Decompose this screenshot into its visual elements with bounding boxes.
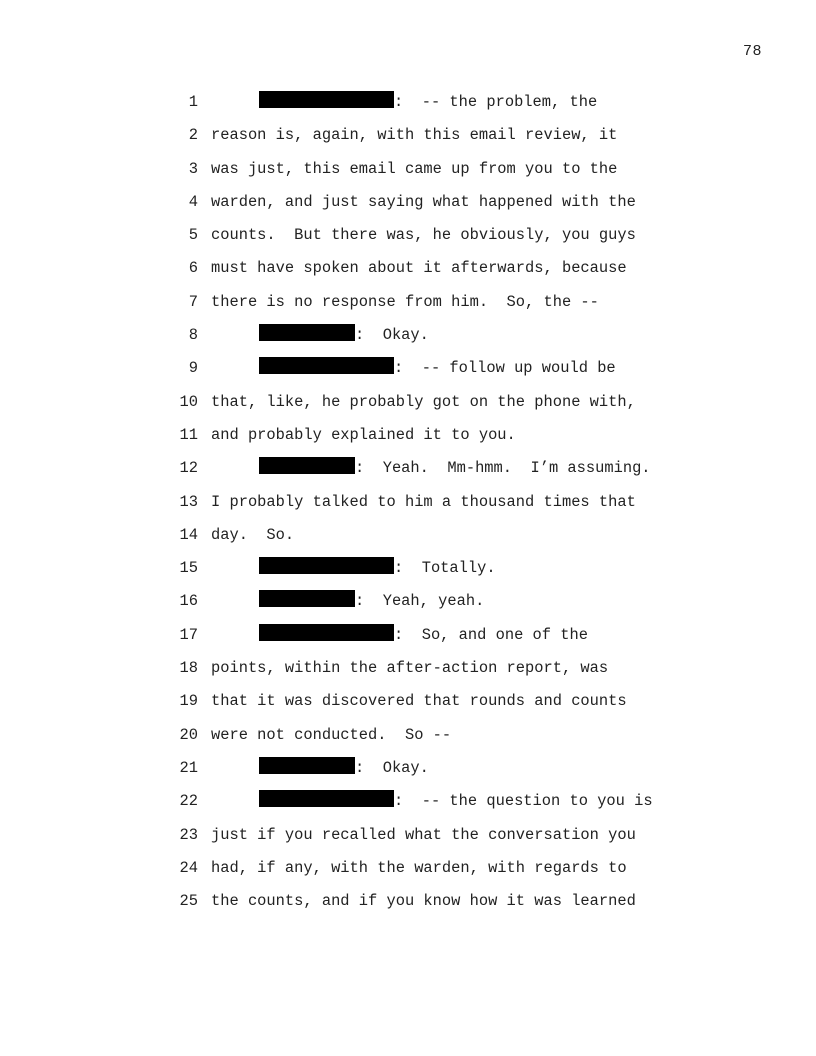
line-number: 25 bbox=[179, 892, 198, 911]
line-text bbox=[259, 352, 616, 385]
line-number: 23 bbox=[179, 825, 198, 844]
line-text bbox=[259, 619, 588, 652]
line-number: 13 bbox=[179, 492, 198, 511]
speaker-name-redaction bbox=[259, 557, 394, 574]
transcript-line bbox=[0, 519, 816, 552]
line-number: 14 bbox=[179, 525, 198, 544]
line-content: and probably explained it to you. bbox=[211, 425, 516, 444]
line-text bbox=[259, 319, 429, 352]
transcript-line bbox=[0, 452, 816, 485]
transcript-line bbox=[0, 552, 816, 585]
transcript-line bbox=[0, 819, 816, 852]
line-text bbox=[211, 719, 451, 752]
line-content: : Okay. bbox=[355, 758, 429, 777]
line-text bbox=[259, 785, 653, 818]
transcript-line bbox=[0, 352, 816, 385]
speaker-name-redaction bbox=[259, 457, 355, 474]
transcript-line bbox=[0, 585, 816, 618]
line-content: that, like, he probably got on the phone with, bbox=[211, 392, 636, 411]
line-text bbox=[211, 486, 636, 519]
transcript-body bbox=[0, 86, 816, 918]
line-content: : -- the problem, the bbox=[394, 93, 598, 111]
speaker-name-redaction bbox=[259, 757, 355, 774]
line-number: 24 bbox=[179, 858, 198, 877]
line-content: was just, this email came up from you to the bbox=[211, 159, 618, 178]
line-number: 18 bbox=[179, 659, 198, 678]
line-content: I probably talked to him a thousand times that bbox=[211, 492, 636, 511]
line-text bbox=[211, 153, 617, 186]
transcript-line bbox=[0, 186, 816, 219]
line-number: 6 bbox=[188, 259, 198, 278]
line-number: 5 bbox=[188, 226, 198, 245]
line-number: 4 bbox=[188, 192, 198, 211]
line-number: 16 bbox=[179, 592, 198, 611]
line-number: 9 bbox=[188, 359, 198, 378]
page-number: 78 bbox=[742, 43, 762, 60]
speaker-name-redaction bbox=[259, 590, 355, 607]
transcript-line bbox=[0, 486, 816, 519]
line-content: must have spoken about it afterwards, because bbox=[211, 259, 627, 278]
line-content: had, if any, with the warden, with regards to bbox=[211, 858, 627, 877]
line-text bbox=[211, 119, 617, 152]
line-text bbox=[211, 852, 627, 885]
line-content: : So, and one of the bbox=[394, 625, 588, 644]
transcript-line bbox=[0, 685, 816, 718]
speaker-name-redaction bbox=[259, 624, 394, 641]
transcript-line bbox=[0, 153, 816, 186]
line-text bbox=[211, 186, 636, 219]
line-number: 19 bbox=[179, 692, 198, 711]
transcript-line bbox=[0, 219, 816, 252]
line-number: 12 bbox=[179, 459, 198, 478]
line-text bbox=[211, 286, 599, 319]
line-content: points, within the after-action report, was bbox=[211, 659, 609, 678]
line-content: warden, and just saying what happened with the bbox=[211, 192, 636, 211]
transcript-line bbox=[0, 752, 816, 785]
line-text bbox=[211, 386, 636, 419]
line-content: : Yeah, yeah. bbox=[355, 592, 485, 611]
line-number: 10 bbox=[179, 392, 198, 411]
speaker-name-redaction bbox=[259, 357, 394, 374]
line-number: 15 bbox=[179, 559, 198, 578]
transcript-line bbox=[0, 785, 816, 818]
transcript-line bbox=[0, 319, 816, 352]
line-number: 7 bbox=[188, 292, 198, 311]
line-content: there is no response from him. So, the -- bbox=[211, 292, 599, 311]
transcript-line bbox=[0, 719, 816, 752]
line-number: 2 bbox=[188, 126, 198, 145]
transcript-line bbox=[0, 652, 816, 685]
line-content: day. So. bbox=[211, 525, 295, 544]
line-text bbox=[211, 819, 636, 852]
line-number: 17 bbox=[179, 625, 198, 644]
line-text bbox=[211, 685, 627, 718]
line-content: were not conducted. So -- bbox=[211, 725, 452, 744]
line-text bbox=[211, 885, 636, 918]
speaker-name-redaction bbox=[259, 91, 394, 108]
line-number: 8 bbox=[188, 326, 198, 345]
line-text bbox=[259, 452, 651, 485]
transcript-line bbox=[0, 386, 816, 419]
line-number: 3 bbox=[188, 159, 198, 178]
line-text bbox=[259, 552, 496, 585]
line-content: : Okay. bbox=[355, 326, 429, 345]
line-content: reason is, again, with this email review, it bbox=[211, 126, 618, 145]
speaker-name-redaction bbox=[259, 790, 394, 807]
line-text bbox=[259, 752, 429, 785]
line-number: 20 bbox=[179, 725, 198, 744]
line-text bbox=[259, 86, 597, 119]
transcript-line bbox=[0, 252, 816, 285]
transcript-line bbox=[0, 286, 816, 319]
line-text bbox=[211, 419, 516, 452]
transcript-line bbox=[0, 885, 816, 918]
line-content: : -- the question to you is bbox=[394, 792, 653, 811]
transcript-line bbox=[0, 419, 816, 452]
transcript-line bbox=[0, 86, 816, 119]
line-number: 11 bbox=[179, 425, 198, 444]
line-content: that it was discovered that rounds and counts bbox=[211, 692, 627, 711]
line-text bbox=[211, 219, 636, 252]
line-content: : -- follow up would be bbox=[394, 359, 616, 378]
transcript-line bbox=[0, 852, 816, 885]
line-number: 22 bbox=[179, 792, 198, 811]
line-text bbox=[211, 252, 627, 285]
speaker-name-redaction bbox=[259, 324, 355, 341]
line-number: 1 bbox=[188, 93, 198, 111]
line-number: 21 bbox=[179, 758, 198, 777]
line-text bbox=[259, 585, 484, 618]
line-text bbox=[211, 519, 294, 552]
line-content: : Yeah. Mm-hmm. I’m assuming. bbox=[355, 459, 651, 478]
line-content: : Totally. bbox=[394, 559, 496, 578]
line-text bbox=[211, 652, 608, 685]
line-content: counts. But there was, he obviously, you guys bbox=[211, 226, 636, 245]
line-content: just if you recalled what the conversation you bbox=[211, 825, 636, 844]
transcript-line bbox=[0, 119, 816, 152]
line-content: the counts, and if you know how it was learned bbox=[211, 892, 636, 911]
transcript-line bbox=[0, 619, 816, 652]
